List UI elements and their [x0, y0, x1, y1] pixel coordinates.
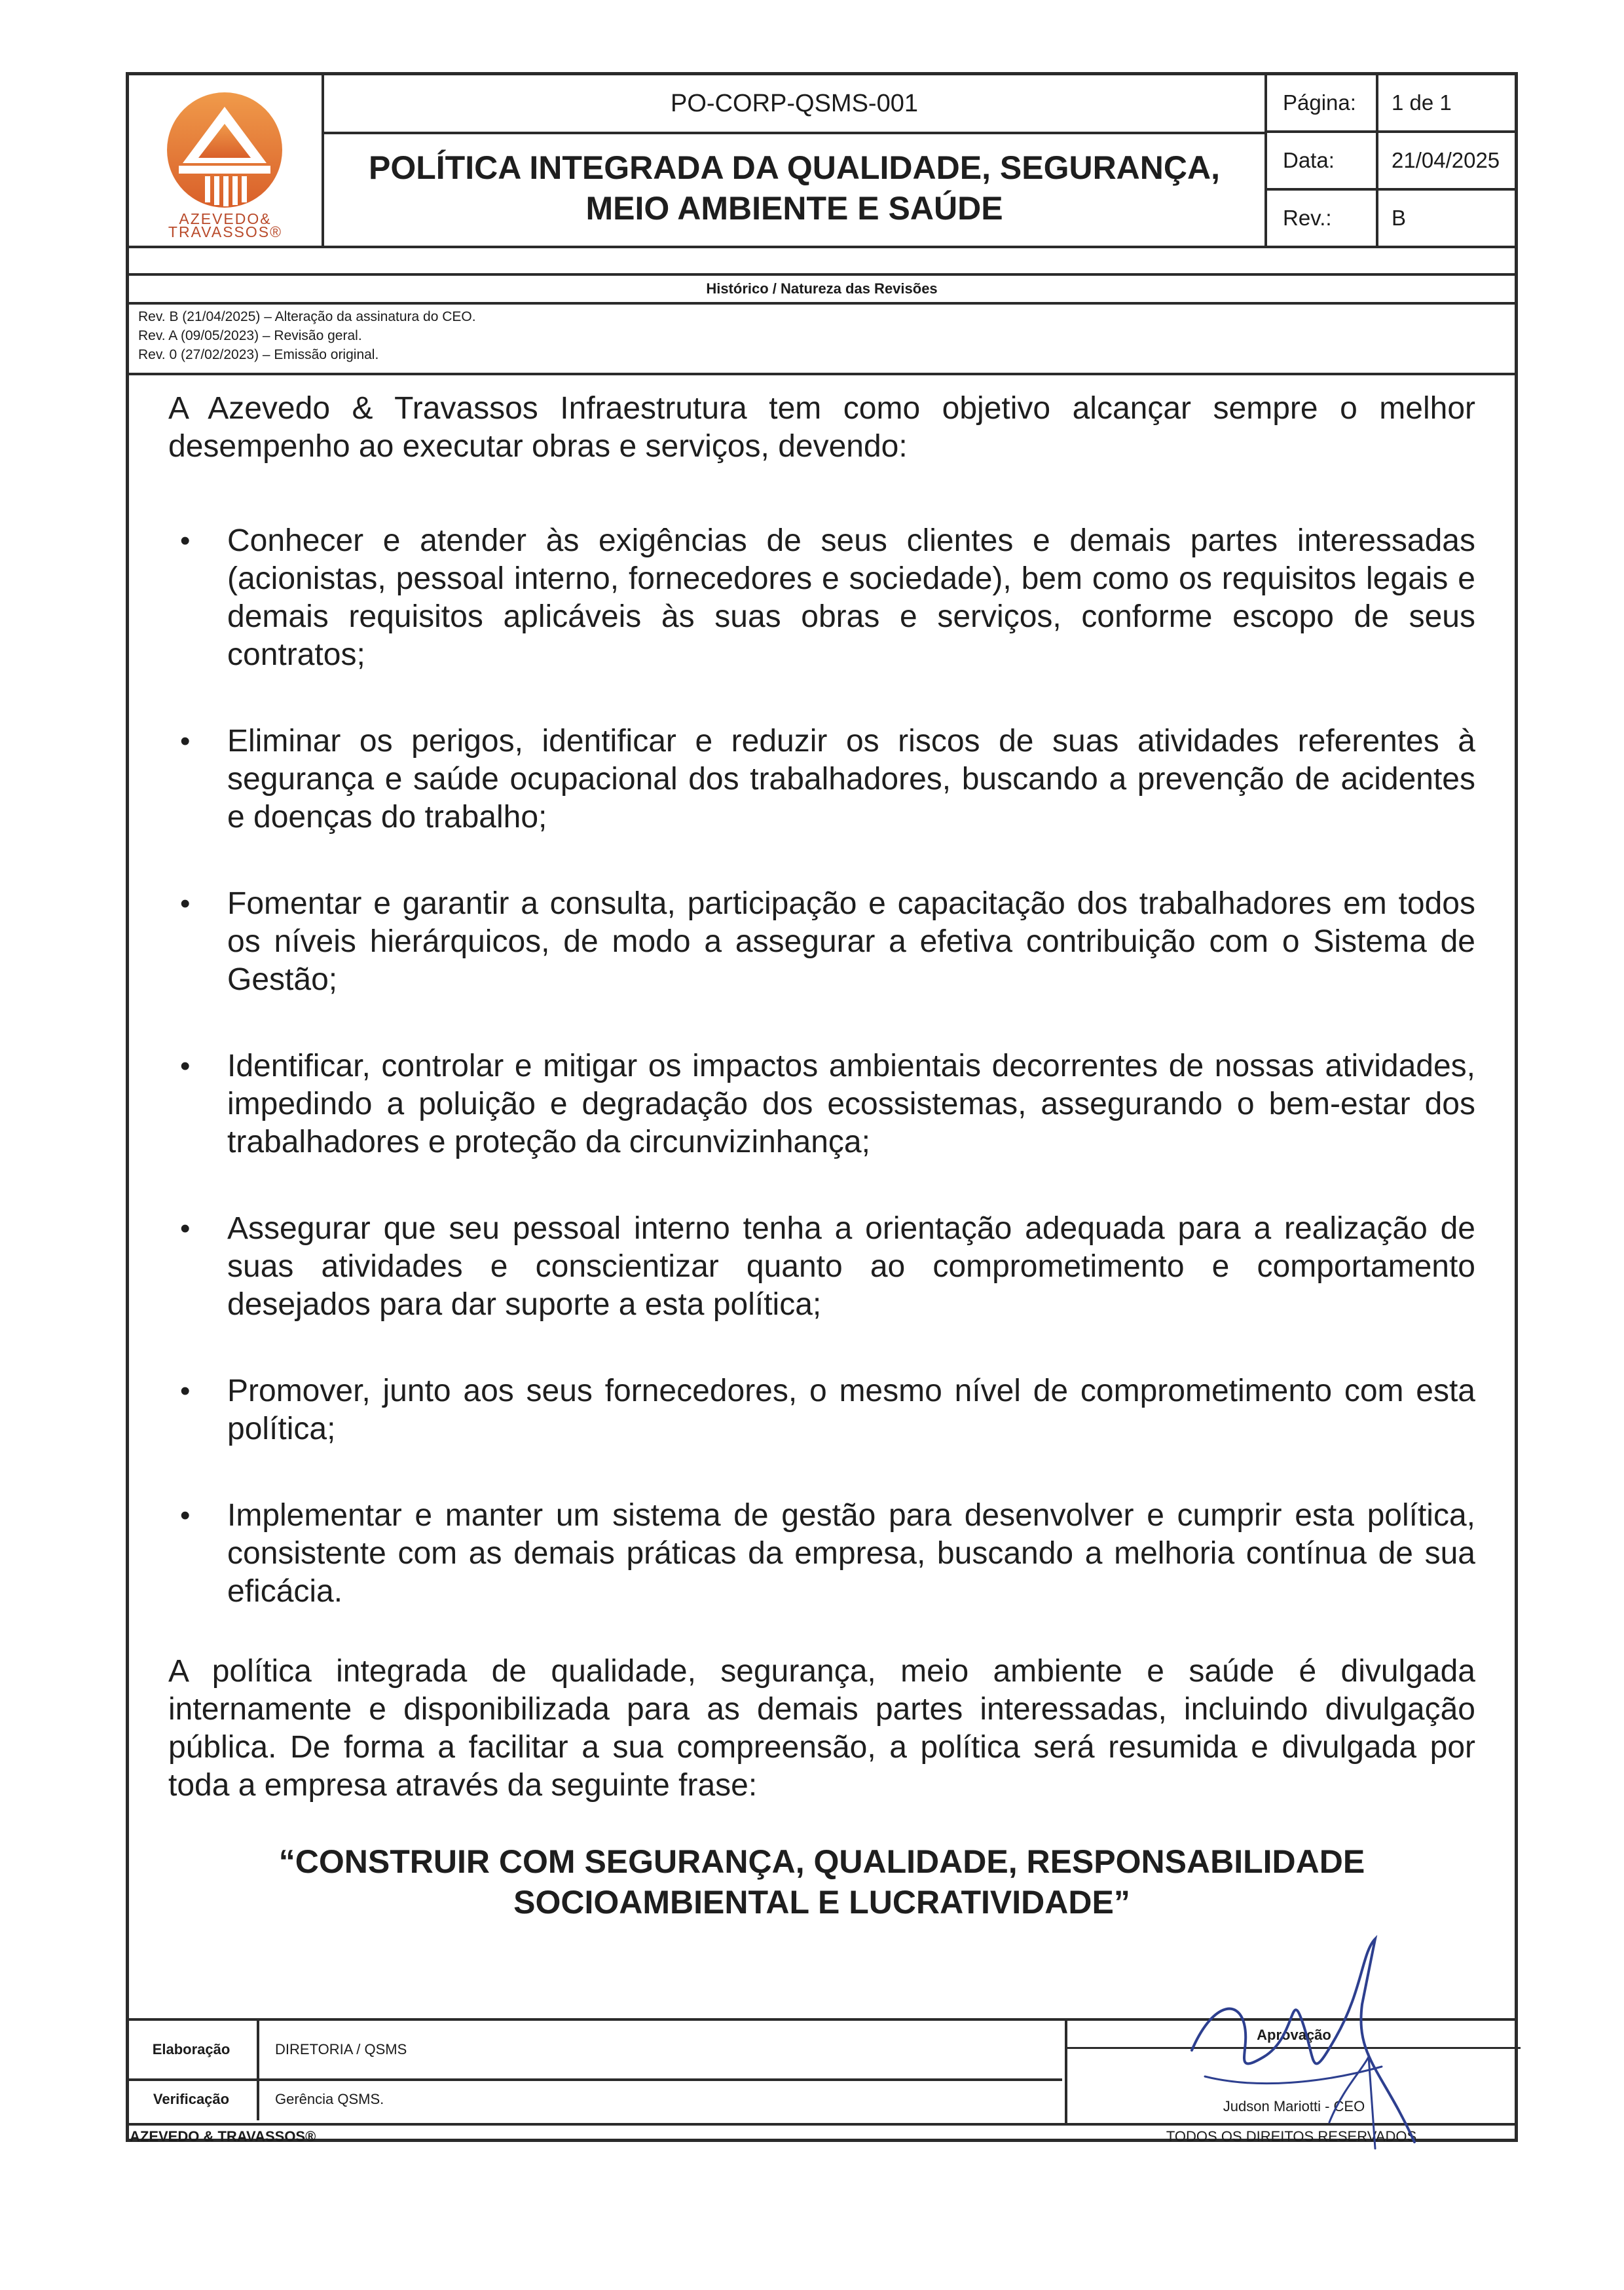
document-meta	[1267, 75, 1515, 246]
page-label: Página:	[1267, 75, 1378, 130]
history-entry: Rev. B (21/04/2025) – Alteração da assinatura do CEO.	[138, 309, 476, 324]
elaboracao-value: DIRETORIA / QSMS	[275, 2041, 407, 2057]
policy-bullet-text: Fomentar e garantir a consulta, participação e capacitação dos trabalhadores em todos os níveis hierárquicos, de modo a assegurar a efetiva contribuição com o Sistema de Gestão;	[227, 886, 1475, 997]
document-frame	[126, 72, 1518, 2145]
history-list	[138, 307, 1500, 364]
document-title-line1: POLÍTICA INTEGRADA DA QUALIDADE, SEGURANÇA,	[369, 149, 1220, 186]
policy-slogan	[168, 1841, 1475, 1923]
footer-row-elaboracao	[126, 2021, 1062, 2081]
logo-text-line2: TRAVASSOS®	[168, 223, 283, 240]
verificacao-value: Gerência QSMS.	[275, 2091, 384, 2107]
date-label: Data:	[1267, 133, 1378, 188]
intro-paragraph: A Azevedo & Travassos Infraestrutura tem como objetivo alcançar sempre o melhor desempenho ao executar obras e serviços, devendo:	[168, 391, 1475, 464]
meta-row-date	[1267, 133, 1515, 191]
bullet-dot: •	[180, 1212, 191, 1245]
bullet-dot: •	[180, 1499, 191, 1531]
footer-row-verificacao	[126, 2078, 1062, 2120]
closing-paragraph: A política integrada de qualidade, segurança, meio ambiente e saúde é divulgada internamente e disponibilizada para as demais partes interessadas, incluindo divulgação pública. De forma a facilitar a sua compreensão, a política será resumida e divulgada por toda a empresa através da seguinte frase:	[168, 1654, 1475, 1803]
page-value: 1 de 1	[1392, 90, 1452, 115]
slogan-line1: “CONSTRUIR COM SEGURANÇA, QUALIDADE, RESPONSABILIDADE	[278, 1843, 1365, 1880]
document-code: PO-CORP-QSMS-001	[324, 75, 1264, 134]
company-logo	[129, 75, 324, 246]
slogan-line2: SOCIOAMBIENTAL E LUCRATIVIDADE”	[513, 1884, 1130, 1921]
aprovacao-label: Aprovação	[1067, 2021, 1521, 2049]
approver-name: Judson Mariotti - CEO	[1223, 2098, 1365, 2114]
logo-mark-icon	[159, 90, 290, 214]
date-value: 21/04/2025	[1392, 148, 1500, 172]
policy-bullet-text: Conhecer e atender às exigências de seus clientes e demais partes interessadas (acionistas, pessoal interno, fornecedores e sociedade), bem como os requisitos legais e demais requisitos aplicáveis às suas obras e serviços, conforme escopo de seus contratos;	[227, 523, 1475, 672]
bullet-dot: •	[180, 525, 191, 557]
meta-row-page	[1267, 75, 1515, 133]
history-divider	[129, 373, 1515, 375]
signature-icon	[1166, 1926, 1441, 2162]
history-entry: Rev. A (09/05/2023) – Revisão geral.	[138, 328, 362, 343]
policy-bullet-text: Identificar, controlar e mitigar os impactos ambientais decorrentes de nossas atividades, impedindo a poluição e degradação dos ecossistemas, assegurando o bem-estar dos trabalhadores e proteção da circunvizinhança;	[227, 1049, 1475, 1159]
policy-bullet-text: Implementar e manter um sistema de gestão para desenvolver e cumprir esta política, consistente com as demais práticas da empresa, buscando a melhoria contínua de sua eficácia.	[227, 1498, 1475, 1609]
header-spacer-row	[129, 248, 1515, 276]
policy-bullet	[168, 885, 1475, 999]
bullet-dot: •	[180, 725, 191, 757]
logo-text-line1: AZEVEDO&	[179, 210, 272, 227]
policy-bullet	[168, 522, 1475, 674]
rev-label: Rev.:	[1267, 191, 1378, 248]
elaboracao-label: Elaboração	[126, 2021, 259, 2078]
policy-bullet	[168, 1047, 1475, 1161]
policy-bullet-list	[168, 522, 1475, 1659]
policy-bullet-text: Eliminar os perigos, identificar e reduzir os riscos de suas atividades referentes à segurança e saúde ocupacional dos trabalhadores, buscando a prevenção de acidentes e doenças do trabalho;	[227, 724, 1475, 835]
rights-reserved: TODOS OS DIREITOS RESERVADOS	[1166, 2128, 1417, 2145]
policy-bullet	[168, 723, 1475, 836]
policy-bullet	[168, 1210, 1475, 1324]
policy-bullet	[168, 1372, 1475, 1448]
title-cell	[324, 75, 1267, 246]
bullet-dot: •	[180, 1050, 191, 1082]
company-name: AZEVEDO & TRAVASSOS®	[130, 2128, 316, 2145]
document-title	[324, 147, 1264, 229]
document-header	[129, 75, 1515, 248]
policy-bullet-text: Assegurar que seu pessoal interno tenha a orientação adequada para a realização de suas atividades e conscientizar quanto ao comprometimento e comportamento desejados para dar suporte a esta política;	[227, 1211, 1475, 1322]
policy-bullet-text: Promover, junto aos seus fornecedores, o mesmo nível de comprometimento com esta política;	[227, 1374, 1475, 1446]
policy-bullet	[168, 1497, 1475, 1611]
bullet-dot: •	[180, 1375, 191, 1407]
document-title-line2: MEIO AMBIENTE E SAÚDE	[585, 190, 1003, 227]
bullet-dot: •	[180, 888, 191, 920]
verificacao-label: Verificação	[126, 2078, 259, 2120]
history-title: Histórico / Natureza das Revisões	[129, 276, 1515, 305]
meta-row-rev	[1267, 191, 1515, 248]
history-entry: Rev. 0 (27/02/2023) – Emissão original.	[138, 347, 379, 362]
rev-value: B	[1392, 206, 1407, 230]
